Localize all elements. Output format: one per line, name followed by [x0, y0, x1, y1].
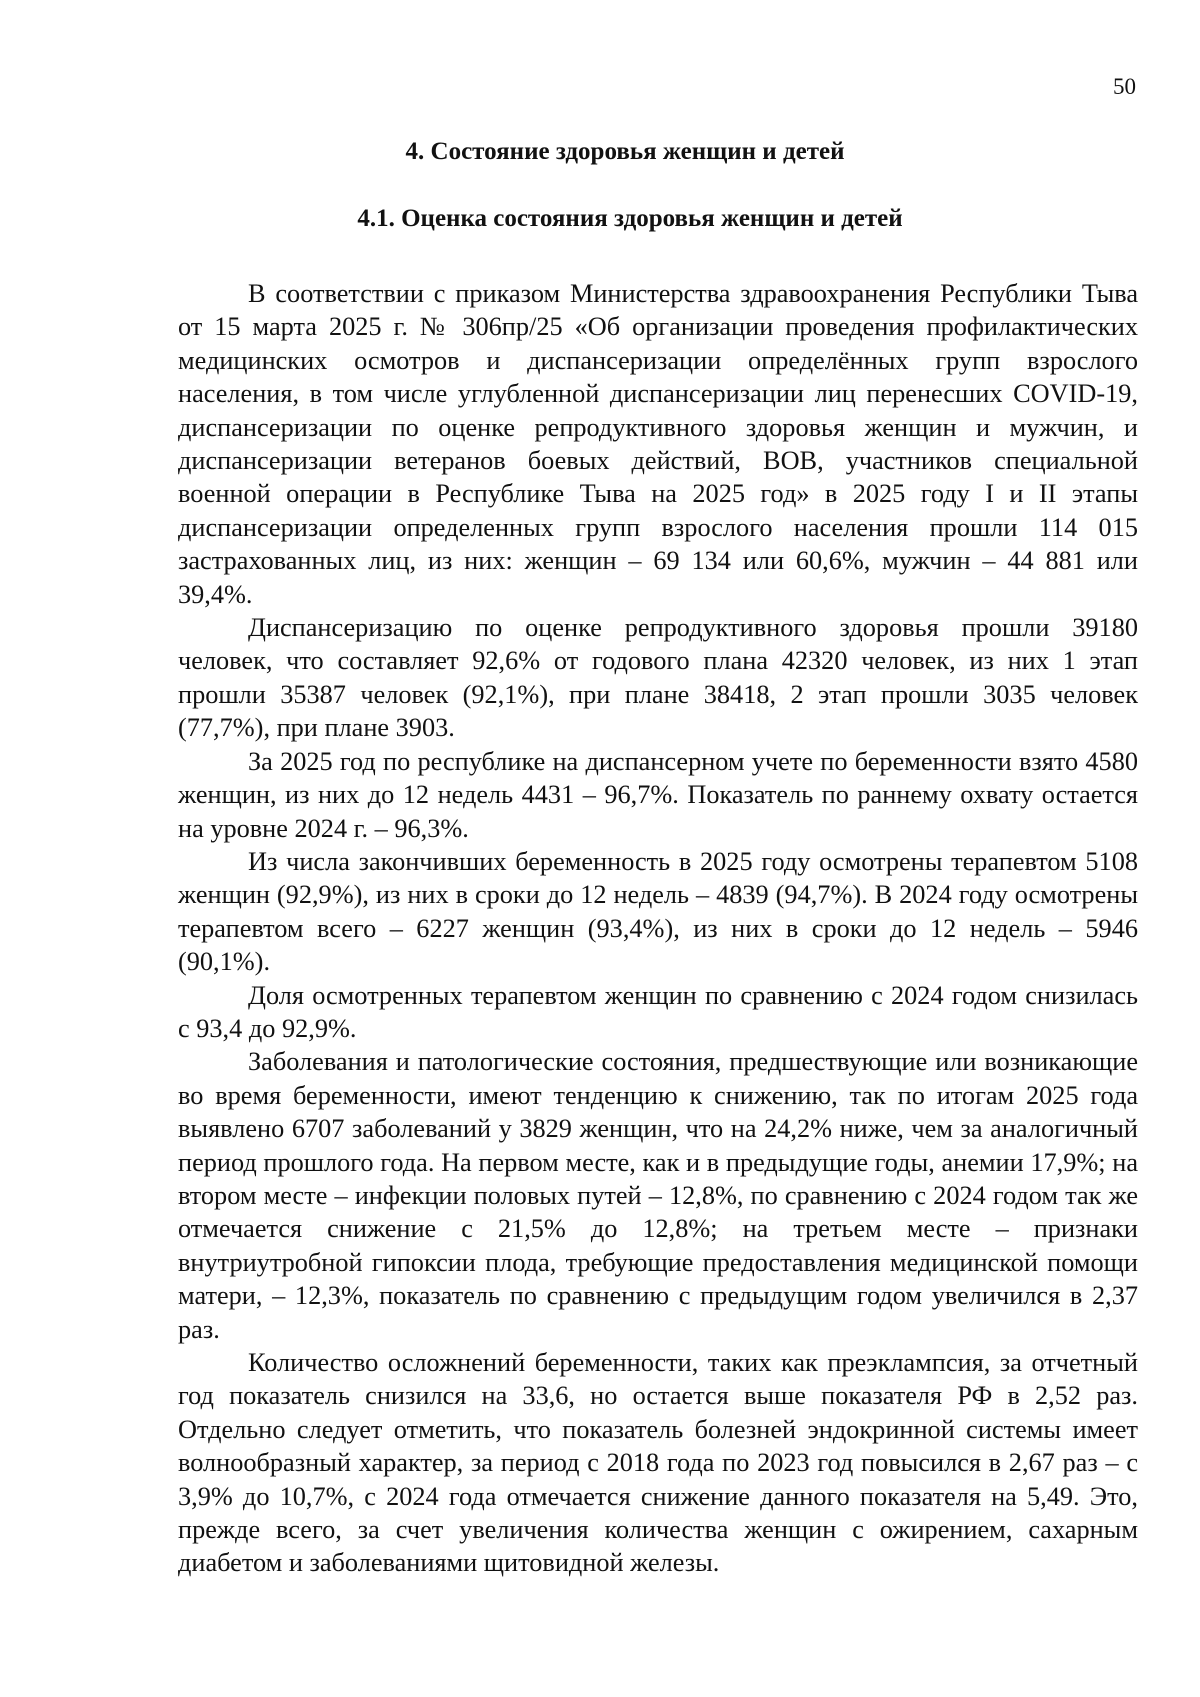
body-text: [178, 277, 1138, 1580]
paragraph-dispensarization: В соответствии с приказом Министерства здравоохранения Республики Тыва от 15 марта 2025 г. № 306пр/25 «Об организации проведения профилактических медицинских осмотров и диспансеризации определённых групп взрослого населения, в том числе углубленной диспансеризации лиц перенесших COVID-19, диспансеризации по оценке репродуктивного здоровья женщин и мужчин, и диспансеризации ветеранов боевых действий, ВОВ, участников специальной военной операции в Республике Тыва на 2025 год» в 2025 году I и II этапы диспансеризации определенных групп взрослого населения прошли 114 015 застрахованных лиц, из них: женщин – 69 134 или 60,6%, мужчин – 44 881 или 39,4%.: [178, 279, 1138, 609]
paragraph-reproductive-health: Диспансеризацию по оценке репродуктивного здоровья прошли 39180 человек, что составляет 92,6% от годового плана 42320 человек, из них 1 этап прошли 35387 человек (92,1%), при плане 38418, 2 этап прошли 3035 человек (77,7%), при плане 3903.: [178, 613, 1138, 743]
paragraph-therapist-examination: Из числа закончивших беременность в 2025 году осмотрены терапевтом 5108 женщин (92,9%), из них в сроки до 12 недель – 4839 (94,7%). В 2024 году осмотрены терапевтом всего – 6227 женщин (93,4%), из них в сроки до 12 недель – 5946 (90,1%).: [178, 846, 1138, 977]
section-title: 4. Состояние здоровья женщин и детей: [405, 138, 845, 165]
paragraph-therapist-share: Доля осмотренных терапевтом женщин по сравнению с 2024 годом снизилась с 93,4 до 92,9%.: [178, 980, 1138, 1043]
paragraph-pregnancy-diseases: Заболевания и патологические состояния, предшествующие или возникающие во время беременности, имеют тенденцию к снижению, так по итогам 2025 года выявлено 6707 заболеваний у 3829 женщин, что на 24,2% ниже, чем за аналогичный период прошлого года. На первом месте, как и в предыдущие годы, анемии 17,9%; на втором месте – инфекции половых путей – 12,8%, по сравнению с 2024 годом так же отмечается снижение с 21,5% до 12,8%; на третьем месте – признаки внутриутробной гипоксии плода, требующие предоставления медицинской помощи матери, – 12,3%, показатель по сравнению с предыдущим годом увеличился в 2,37 раз.: [178, 1047, 1138, 1344]
paragraph-pregnancy-registration: За 2025 год по республике на диспансерном учете по беременности взято 4580 женщин, из них до 12 недель 4431 – 96,7%. Показатель по раннему охвату остается на уровне 2024 г. – 96,3%.: [178, 746, 1138, 843]
page-number: 50: [1113, 74, 1136, 99]
subsection-title: 4.1. Оценка состояния здоровья женщин и детей: [357, 205, 903, 232]
paragraph-complications: Количество осложнений беременности, таких как преэклампсия, за отчетный год показатель снизился на 33,6, но остается выше показателя РФ в 2,52 раз. Отдельно следует отметить, что показатель болезней эндокринной системы имеет волнообразный характер, за период с 2018 года по 2023 год повысился в 2,67 раз – с 3,9% до 10,7%, с 2024 года отмечается снижение данного показателя на 5,49. Это, прежде всего, за счет увеличения количества женщин с ожирением, сахарным диабетом и заболеваниями щитовидной железы.: [178, 1348, 1138, 1578]
